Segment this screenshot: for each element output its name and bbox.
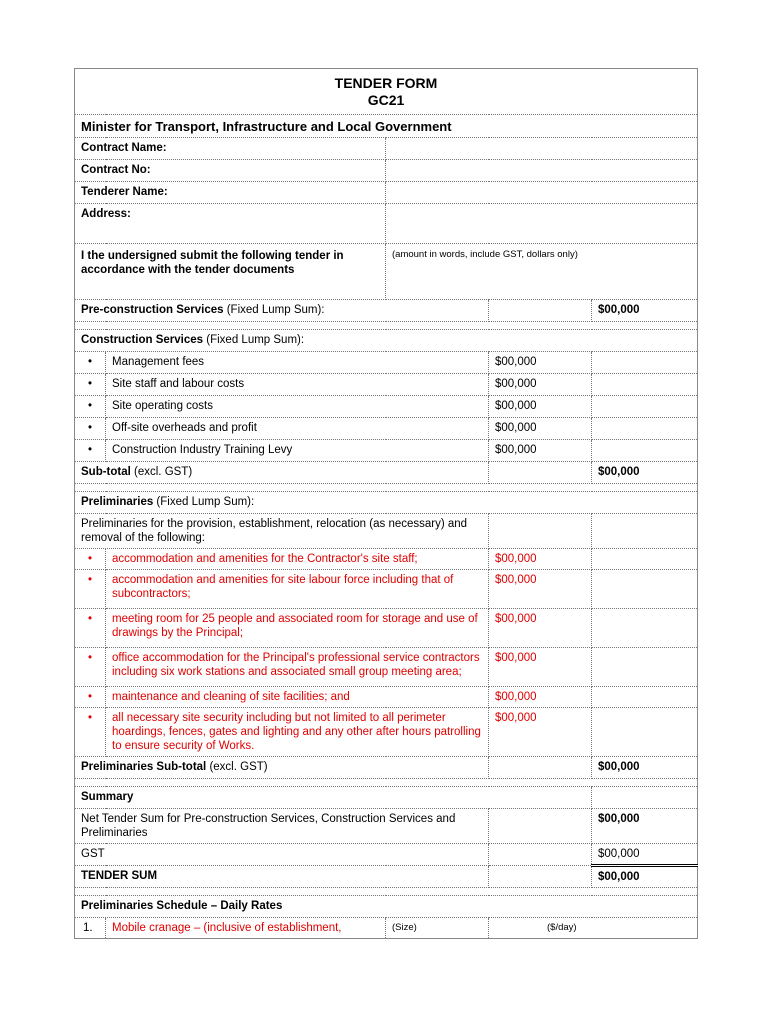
preliminaries-item-label: meeting room for 25 people and associated room for storage and use of drawings by the Principal; (106, 609, 489, 648)
form-title: TENDER FORM (334, 75, 438, 91)
address-label: Address: (75, 204, 386, 244)
daily-rates-heading: Preliminaries Schedule – Daily Rates (75, 896, 698, 918)
construction-item-blank (592, 396, 698, 418)
construction-subtotal-blank (489, 462, 592, 484)
tender-sum-label: TENDER SUM (75, 866, 489, 888)
subtotal-title: Preliminaries Sub-total (81, 761, 207, 773)
construction-item-value[interactable]: $00,000 (489, 374, 592, 396)
bullet: • (75, 374, 106, 396)
preliminaries-subtotal-label (75, 757, 489, 779)
summary-heading: Summary (75, 787, 592, 809)
preliminaries-item-row (75, 549, 698, 570)
preliminaries-subtotal-value[interactable]: $00,000 (592, 757, 698, 779)
construction-item-blank (592, 374, 698, 396)
pre-construction-title: Pre-construction Services (81, 304, 224, 316)
construction-item-label: Management fees (106, 352, 489, 374)
preliminaries-intro: Preliminaries for the provision, establishment, relocation (as necessary) and removal of the following: (75, 514, 489, 549)
tender-form (74, 68, 697, 939)
preliminaries-title: Preliminaries (81, 496, 154, 508)
bullet: • (75, 648, 106, 687)
preliminaries-item-blank (592, 648, 698, 687)
preliminaries-intro-blank (489, 514, 592, 549)
tender-sum-blank (489, 866, 592, 888)
preliminaries-item-blank (592, 570, 698, 609)
daily-rates-item-label: Mobile cranage – (inclusive of establishment, (106, 918, 386, 939)
bullet: • (75, 418, 106, 440)
construction-item-blank (592, 352, 698, 374)
preliminaries-item-value[interactable]: $00,000 (489, 708, 592, 757)
preliminaries-item-value[interactable]: $00,000 (489, 648, 592, 687)
preliminaries-item-label: maintenance and cleaning of site facilities; and (106, 687, 489, 708)
minister-heading: Minister for Transport, Infrastructure and Local Government (75, 115, 698, 138)
tenderer-name-field[interactable] (386, 182, 698, 204)
net-tender-sum-label: Net Tender Sum for Pre-construction Services, Construction Services and Preliminaries (75, 809, 489, 844)
address-field[interactable] (386, 204, 698, 244)
subtotal-title: Sub-total (81, 466, 131, 478)
construction-heading (75, 330, 698, 352)
spacer (75, 888, 698, 896)
bullet: • (75, 570, 106, 609)
construction-item-row (75, 352, 698, 374)
construction-item-label: Site operating costs (106, 396, 489, 418)
tender-sum-value[interactable]: $00,000 (592, 866, 698, 888)
daily-rates-item-number: 1. (75, 918, 106, 939)
construction-item-value[interactable]: $00,000 (489, 440, 592, 462)
construction-item-value[interactable]: $00,000 (489, 418, 592, 440)
contract-no-field[interactable] (386, 160, 698, 182)
preliminaries-item-blank (592, 609, 698, 648)
preliminaries-item-blank (592, 708, 698, 757)
preliminaries-item-label: office accommodation for the Principal's professional service contractors including six work stations and associated small group meeting area; (106, 648, 489, 687)
bullet: • (75, 609, 106, 648)
construction-item-row (75, 440, 698, 462)
construction-item-blank (592, 418, 698, 440)
form-code: GC21 (367, 92, 405, 108)
bullet: • (75, 708, 106, 757)
contract-name-label: Contract Name: (75, 138, 386, 160)
form-title-cell (75, 69, 698, 115)
rate-field[interactable]: ($/day) (489, 918, 698, 939)
net-tender-sum-value[interactable]: $00,000 (592, 809, 698, 844)
preliminaries-item-label: accommodation and amenities for site labour force including that of subcontractors; (106, 570, 489, 609)
summary-heading-blank (592, 787, 698, 809)
bullet: • (75, 352, 106, 374)
construction-title: Construction Services (81, 334, 204, 346)
amount-in-words-field[interactable]: (amount in words, include GST, dollars only) (386, 244, 698, 300)
preliminaries-item-value[interactable]: $00,000 (489, 687, 592, 708)
spacer (75, 484, 698, 492)
pre-construction-total[interactable]: $00,000 (592, 300, 698, 322)
construction-item-blank (592, 440, 698, 462)
pre-construction-qualifier: (Fixed Lump Sum): (223, 304, 325, 316)
contract-name-field[interactable] (386, 138, 698, 160)
gst-blank (489, 844, 592, 866)
bullet: • (75, 687, 106, 708)
subtotal-qualifier: (excl. GST) (130, 466, 193, 478)
preliminaries-item-row (75, 609, 698, 648)
preliminaries-item-row (75, 708, 698, 757)
pre-construction-blank (489, 300, 592, 322)
gst-label: GST (75, 844, 489, 866)
construction-item-value[interactable]: $00,000 (489, 352, 592, 374)
preliminaries-item-value[interactable]: $00,000 (489, 549, 592, 570)
construction-item-label: Off-site overheads and profit (106, 418, 489, 440)
construction-item-value[interactable]: $00,000 (489, 396, 592, 418)
construction-item-row (75, 418, 698, 440)
gst-value[interactable]: $00,000 (592, 844, 698, 866)
preliminaries-item-blank (592, 549, 698, 570)
undersigned-statement: I the undersigned submit the following tender in accordance with the tender documents (75, 244, 386, 300)
preliminaries-item-row (75, 648, 698, 687)
preliminaries-item-label: all necessary site security including but not limited to all perimeter hoardings, fences, gates and lighting and any other after hours patrolling to ensure security of Works. (106, 708, 489, 757)
subtotal-qualifier: (excl. GST) (206, 761, 268, 773)
bullet: • (75, 440, 106, 462)
preliminaries-item-value[interactable]: $00,000 (489, 570, 592, 609)
bullet: • (75, 396, 106, 418)
pre-construction-label (75, 300, 489, 322)
preliminaries-item-value[interactable]: $00,000 (489, 609, 592, 648)
construction-item-label: Site staff and labour costs (106, 374, 489, 396)
construction-item-label: Construction Industry Training Levy (106, 440, 489, 462)
size-field[interactable]: (Size) (386, 918, 489, 939)
preliminaries-subtotal-blank (489, 757, 592, 779)
preliminaries-intro-blank (592, 514, 698, 549)
net-tender-sum-blank (489, 809, 592, 844)
tenderer-name-label: Tenderer Name: (75, 182, 386, 204)
construction-item-row (75, 396, 698, 418)
preliminaries-item-row (75, 687, 698, 708)
bullet: • (75, 549, 106, 570)
construction-item-row (75, 374, 698, 396)
spacer (75, 322, 698, 330)
spacer (75, 779, 698, 787)
construction-qualifier: (Fixed Lump Sum): (203, 334, 305, 346)
construction-subtotal-label (75, 462, 489, 484)
tender-table (74, 68, 698, 939)
preliminaries-item-row (75, 570, 698, 609)
preliminaries-item-label: accommodation and amenities for the Contractor's site staff; (106, 549, 489, 570)
contract-no-label: Contract No: (75, 160, 386, 182)
construction-subtotal-value[interactable]: $00,000 (592, 462, 698, 484)
preliminaries-qualifier: (Fixed Lump Sum): (153, 496, 255, 508)
preliminaries-heading (75, 492, 698, 514)
preliminaries-item-blank (592, 687, 698, 708)
